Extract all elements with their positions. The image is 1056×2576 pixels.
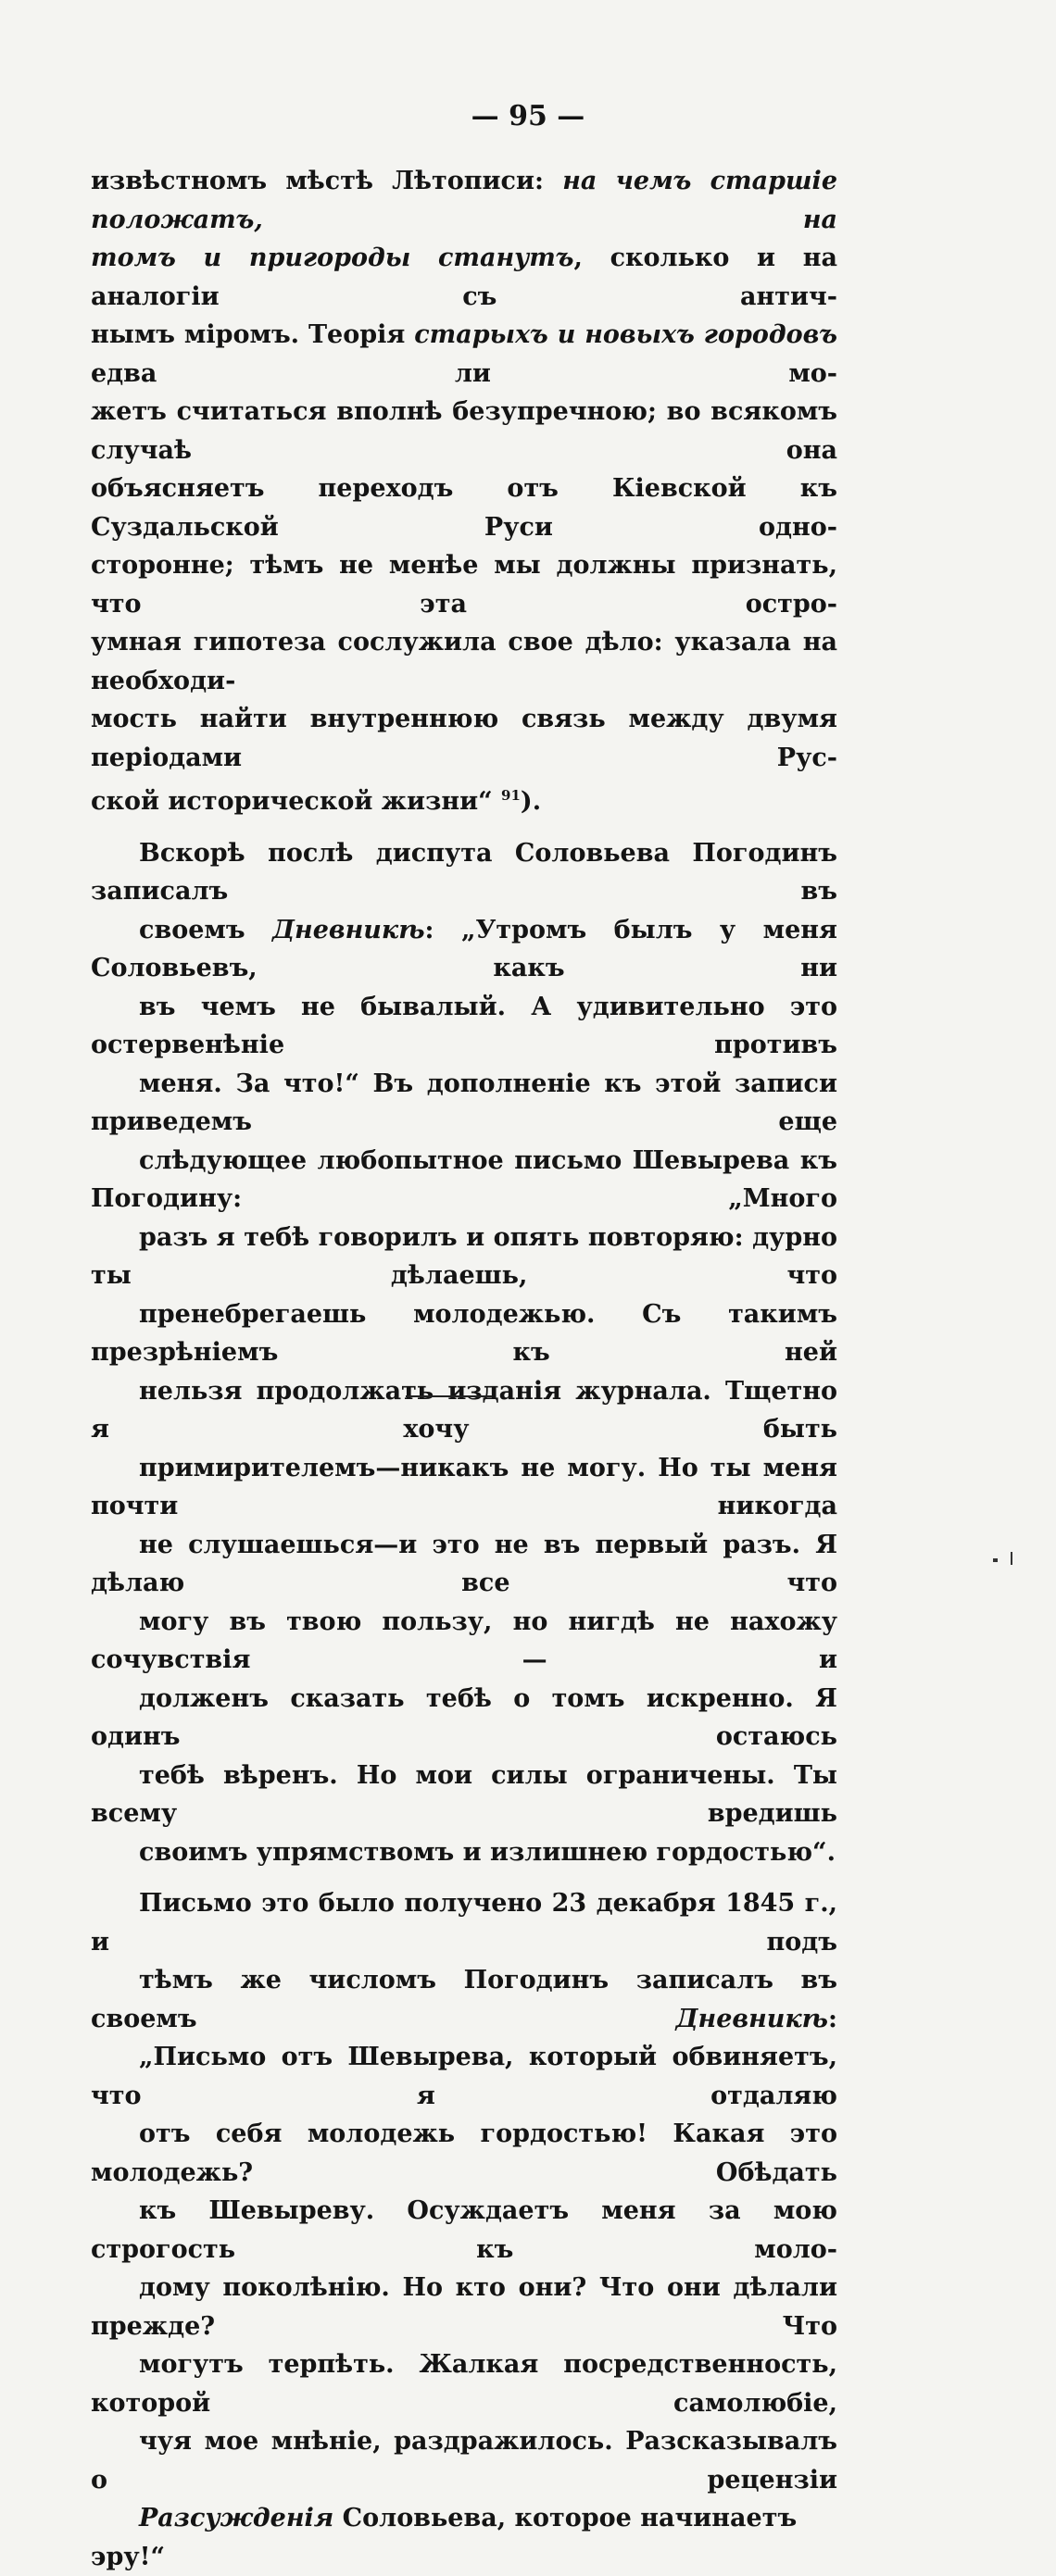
text-line xyxy=(91,777,837,821)
text-line xyxy=(91,1295,837,1372)
text-run: Письмо это было получено 23 декабря 1845 г., и подъ xyxy=(91,1889,837,1957)
italic-run: Разсужденія xyxy=(139,2504,334,2532)
margin-mark xyxy=(993,1558,998,1562)
text-line xyxy=(91,1961,837,2038)
text-run: извѣстномъ мѣстѣ Лѣтописи: xyxy=(91,167,563,195)
text-run: примирителемъ—никакъ не могу. Но ты меня почти никогда xyxy=(91,1453,837,1520)
paragraph xyxy=(91,162,837,821)
text-run: въ чемъ не бывалый. А удивительно это остервенѣніе противъ xyxy=(91,992,837,1059)
text-line xyxy=(91,1757,837,1833)
text-run: своемъ xyxy=(139,915,273,944)
text-line xyxy=(91,1065,837,1142)
text-run: Вскорѣ послѣ диспута Соловьева Погодинъ записалъ въ xyxy=(91,838,837,906)
text-run: объясняетъ переходъ отъ Кіевской къ Суздальской Руси одно- xyxy=(91,474,837,542)
text-line xyxy=(91,2269,837,2345)
text-run: ). xyxy=(520,787,542,816)
text-run: ской исторической жизни“ xyxy=(91,787,502,816)
text-line xyxy=(91,546,837,623)
text-run: разъ я тебѣ говорилъ и опять повторяю: дурно ты дѣлаешь, что xyxy=(91,1222,837,1290)
text-run: могутъ терпѣть. Жалкая посредственность, которой самолюбіе, xyxy=(91,2350,837,2418)
text-line xyxy=(91,1372,837,1449)
page-number: — 95 — xyxy=(471,100,585,132)
paragraph xyxy=(91,834,837,1872)
text-line xyxy=(91,2499,837,2576)
text-run: долженъ сказать тебѣ о томъ искренно. Я одинъ остаюсь xyxy=(91,1683,837,1751)
text-line xyxy=(91,2345,837,2422)
paragraph xyxy=(91,1884,837,2576)
text-run: сторонне; тѣмъ не менѣе мы должны признать, что эта остро- xyxy=(91,551,837,619)
text-run: едва ли мо- xyxy=(91,358,837,388)
italic-run: томъ и пригороды станутъ xyxy=(91,244,574,272)
footnote-reference: 91 xyxy=(501,787,521,804)
text-run: умная гипотеза сослужила свое дѣло: указала на необходи- xyxy=(91,628,837,695)
text-line xyxy=(91,2192,837,2269)
text-line xyxy=(91,1884,837,1961)
text-line xyxy=(91,1680,837,1757)
text-line xyxy=(91,162,837,239)
italic-run: на чемъ старшіе положатъ, на xyxy=(91,167,837,234)
text-run: „Письмо отъ Шевырева, который обвиняетъ, что я отдаляю xyxy=(91,2043,837,2110)
text-run: своимъ упрямствомъ и излишнею гордостью“. xyxy=(139,1837,836,1867)
text-run: слѣдующее любопытное письмо Шевырева къ Погодину: „Много xyxy=(91,1145,837,1213)
end-rule xyxy=(406,1395,492,1397)
text-run: : xyxy=(828,2004,837,2033)
text-line xyxy=(91,2115,837,2192)
italic-run: старыхъ и новыхъ городовъ xyxy=(414,320,837,349)
text-run: къ Шевыреву. Осуждаетъ меня за мою строгость къ моло- xyxy=(91,2196,837,2264)
text-line xyxy=(91,988,837,1065)
text-line xyxy=(91,469,837,546)
text-line xyxy=(91,1833,837,1872)
text-line xyxy=(91,2422,837,2499)
text-line xyxy=(91,911,837,988)
text-run: : „Утромъ былъ у меня Соловьевъ, какъ ни xyxy=(91,915,837,982)
italic-run: Дневникѣ xyxy=(272,915,425,944)
body-text xyxy=(91,162,837,2576)
text-line xyxy=(91,700,837,777)
text-run: могу въ твою пользу, но нигдѣ не нахожу сочувствія — и xyxy=(91,1607,837,1674)
text-line xyxy=(91,239,837,316)
text-run: тѣмъ же числомъ Погодинъ записалъ въ своемъ xyxy=(91,1966,837,2033)
text-line xyxy=(91,2038,837,2115)
text-run: тебѣ вѣренъ. Но мои силы ограничены. Ты всему вредишь xyxy=(91,1760,837,1828)
text-line xyxy=(91,834,837,911)
text-line xyxy=(91,623,837,700)
margin-mark xyxy=(1011,1552,1012,1565)
text-run: Соловьева, которое начинаетъ эру!“ xyxy=(91,2504,798,2571)
text-run: меня. За что!“ Въ дополненіе къ этой записи приведемъ еще xyxy=(91,1069,837,1136)
text-line xyxy=(91,1219,837,1295)
text-run: жетъ считаться вполнѣ безупречною; во всякомъ случаѣ она xyxy=(91,397,837,465)
text-run: , сколько и на аналогіи съ антич- xyxy=(91,244,838,311)
text-run: нельзя продолжать изданія журнала. Тщетно я хочу быть xyxy=(91,1376,837,1444)
text-run: чуя мое мнѣніе, раздражилось. Разсказывалъ о рецензіи xyxy=(91,2427,837,2495)
text-line xyxy=(91,1449,837,1526)
text-line xyxy=(91,1603,837,1680)
italic-run: Дневникѣ xyxy=(675,2004,829,2033)
text-line xyxy=(91,316,837,393)
text-run: дому поколѣнію. Но кто они? Что они дѣлали прежде? Что xyxy=(91,2273,837,2341)
text-line xyxy=(91,1526,837,1603)
text-run: мость найти внутреннюю связь между двумя періодами Рус- xyxy=(91,705,837,772)
text-run: отъ себя молодежь гордостью! Какая это молодежь? Обѣдать xyxy=(91,2120,837,2187)
text-run: пренебрегаешь молодежью. Съ такимъ презрѣніемъ къ ней xyxy=(91,1299,837,1367)
text-line xyxy=(91,1142,837,1219)
text-run: не слушаешься—и это не въ первый разъ. Я дѣлаю все что xyxy=(91,1530,837,1597)
text-line xyxy=(91,393,837,469)
text-run: нымъ міромъ. Теорія xyxy=(91,320,415,349)
